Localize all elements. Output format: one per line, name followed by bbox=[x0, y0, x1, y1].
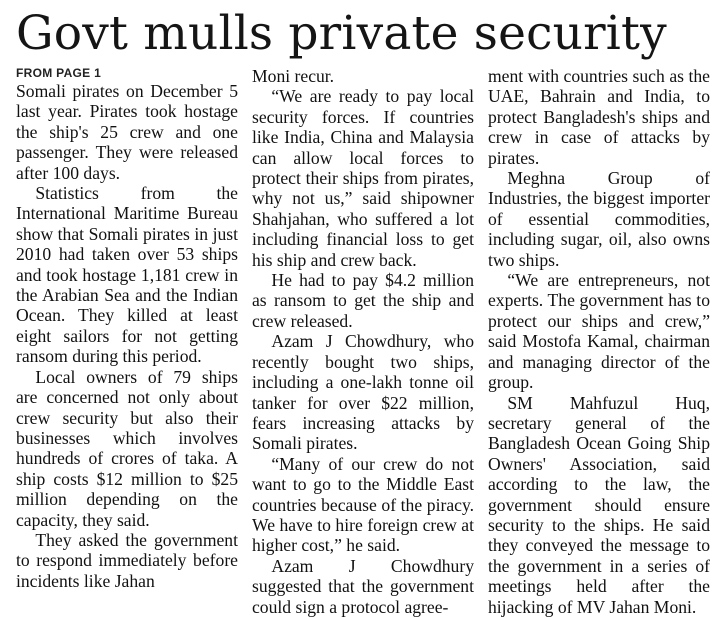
paragraph: “We are entrepreneurs, not experts. The government has to protect our ships and crew,” said Mostofa Kamal, chairman and managing director of the group. bbox=[488, 270, 710, 393]
paragraph: Azam J Chowdhury, who recently bought two ships, including a one-lakh tonne oil tanker for over $22 million, fears increasing attacks by Somali pirates. bbox=[252, 331, 474, 454]
paragraph: SM Mahfuzul Huq, secretary general of the Bangladesh Ocean Going Ship Owners' Association, said according to the law, the government should ensure security to the ships. He said they conveyed the message to the government in a series of meetings held after the hijacking of MV Jahan Moni. bbox=[488, 392, 710, 617]
article-column-3 bbox=[488, 66, 710, 617]
paragraph: “Many of our crew do not want to go to the Middle East countries because of the piracy. We have to hire foreign crew at higher cost,” he said. bbox=[252, 453, 474, 556]
paragraph: Moni recur. bbox=[252, 66, 335, 86]
paragraph: ment with countries such as the UAE, Bahrain and India, to protect Bangladesh's ships and crew in case of attacks by pirates. bbox=[488, 66, 710, 168]
paragraph: Local owners of 79 ships are concerned not only about crew security but also their businesses which involves hundreds of crores of taka. A ship costs $12 million to $25 million depending on the capacity, they said. bbox=[16, 366, 238, 530]
paragraph: Somali pirates on December 5 last year. Pirates took hostage the ship's 25 crew and one passenger. They were released after 100 days. bbox=[16, 81, 238, 183]
paragraph: Statistics from the International Maritime Bureau show that Somali pirates in just 2010 had taken over 53 ships and took hostage 1,181 crew in the Arabian Sea and the Indian Ocean. They killed at least eight sailors for not getting ransom during this period. bbox=[16, 183, 238, 367]
article-columns bbox=[16, 66, 711, 617]
paragraph: They asked the government to respond immediately before incidents like Jahan bbox=[16, 529, 238, 591]
article-column-2 bbox=[252, 66, 474, 617]
jump-label: FROM PAGE 1 bbox=[16, 66, 102, 80]
headline: Govt mulls private security bbox=[16, 6, 667, 61]
article-column-1 bbox=[16, 66, 238, 617]
paragraph: “We are ready to pay local security forces. If countries like India, China and Malaysia can allow local forces to protect their ships from pirates, why not us,” said shipowner Shahjahan, who suffered a lot including financial loss to get his ship and crew back. bbox=[252, 86, 474, 270]
paragraph: He had to pay $4.2 million as ransom to get the ship and crew released. bbox=[252, 270, 474, 331]
paragraph: Azam J Chowdhury suggested that the government could sign a protocol agree- bbox=[252, 555, 474, 617]
paragraph: Meghna Group of Industries, the biggest importer of essential commodities, including sugar, oil, also owns two ships. bbox=[488, 168, 710, 270]
